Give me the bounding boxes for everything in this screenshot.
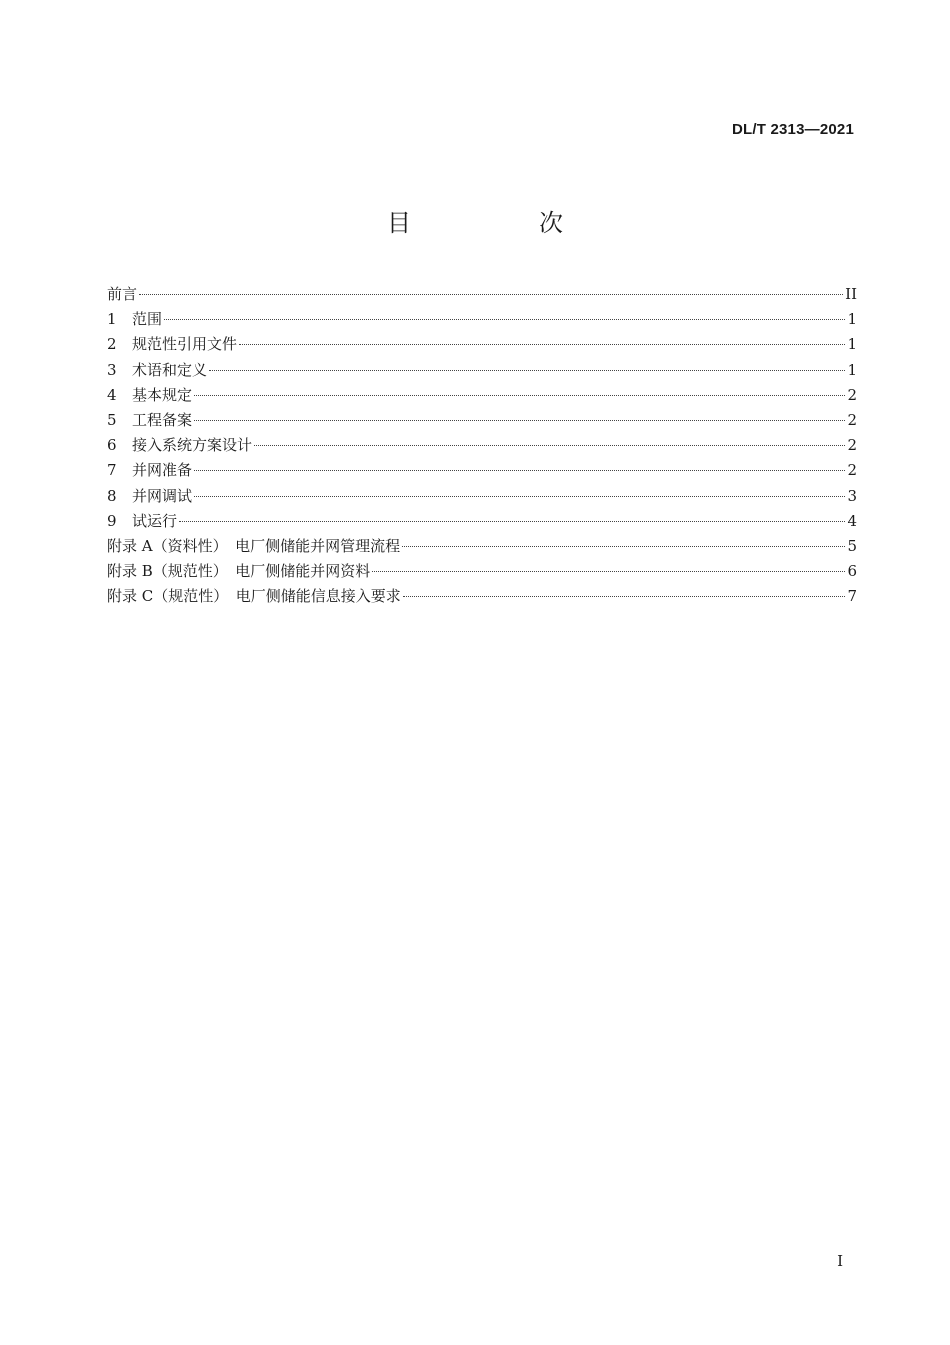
toc-entry-number: 8 [107,486,117,505]
toc-entry-label: 工程备案 [132,410,193,429]
toc-entry-page: 2 [847,410,857,429]
toc-entry-number: 4 [107,385,117,404]
toc-entry-label: 基本规定 [132,385,193,404]
toc-entry-label: 前言 [107,285,138,303]
toc-entry-label: 附录 C（规范性） 电厂侧储能信息接入要求 [107,587,401,606]
toc-entry-7[interactable] [107,458,857,483]
dot-leader [254,445,845,446]
toc-entry-number: 2 [107,335,117,354]
dot-leader [372,571,845,572]
dot-leader [194,395,845,396]
toc-entry-label: 范围 [132,310,163,329]
toc-entry-9[interactable] [107,509,857,534]
toc-entry-page: 5 [847,536,857,555]
toc-entry-page: 6 [847,562,857,581]
toc-entry-label: 接入系统方案设计 [132,436,253,455]
toc-entry-appendix-c[interactable] [107,584,857,609]
toc-entry-page: 2 [847,436,857,455]
toc-entry-page: 2 [847,385,857,404]
dot-leader [402,546,845,547]
toc-entry-number: 9 [107,511,117,530]
toc-entry-5[interactable] [107,408,857,433]
toc-entry-number: 7 [107,461,117,480]
table-of-contents [107,282,857,609]
toc-entry-appendix-b[interactable] [107,559,857,584]
toc-entry-number: 3 [107,360,117,379]
dot-leader [403,596,846,597]
toc-entry-8[interactable] [107,484,857,509]
dot-leader [139,294,843,295]
toc-entry-1[interactable] [107,307,857,332]
toc-entry-page: 1 [847,335,857,354]
dot-leader [194,420,845,421]
toc-entry-number: 6 [107,436,117,455]
dot-leader [164,319,845,320]
toc-entry-label: 试运行 [132,511,178,530]
toc-entry-page: 4 [847,511,857,530]
toc-entry-page: 7 [847,587,857,606]
dot-leader [209,370,845,371]
dot-leader [179,521,845,522]
dot-leader [194,470,845,471]
toc-entry-page: 2 [847,461,857,480]
toc-entry-label: 规范性引用文件 [132,335,238,354]
toc-entry-3[interactable] [107,358,857,383]
standard-code: DL/T 2313—2021 [731,121,854,138]
toc-entry-number: 1 [107,310,117,329]
page-number: I [837,1252,843,1270]
toc-entry-2[interactable] [107,332,857,357]
toc-entry-page: II [845,285,857,303]
toc-entry-label: 并网调试 [132,486,193,505]
toc-entry-number: 5 [107,410,117,429]
toc-entry-label: 附录 B（规范性） 电厂侧储能并网资料 [107,562,371,581]
toc-entry-label: 附录 A（资料性） 电厂侧储能并网管理流程 [107,536,401,555]
toc-entry-6[interactable] [107,433,857,458]
toc-entry-page: 1 [847,310,857,329]
toc-entry-appendix-a[interactable] [107,534,857,559]
toc-entry-label: 术语和定义 [132,360,208,379]
toc-title: 目 次 [387,209,615,237]
toc-entry-page: 3 [847,486,857,505]
toc-entry-page: 1 [847,360,857,379]
dot-leader [194,496,845,497]
toc-entry-label: 并网准备 [132,461,193,480]
dot-leader [239,344,845,345]
toc-entry-foreword[interactable] [107,282,857,307]
toc-entry-4[interactable] [107,383,857,408]
